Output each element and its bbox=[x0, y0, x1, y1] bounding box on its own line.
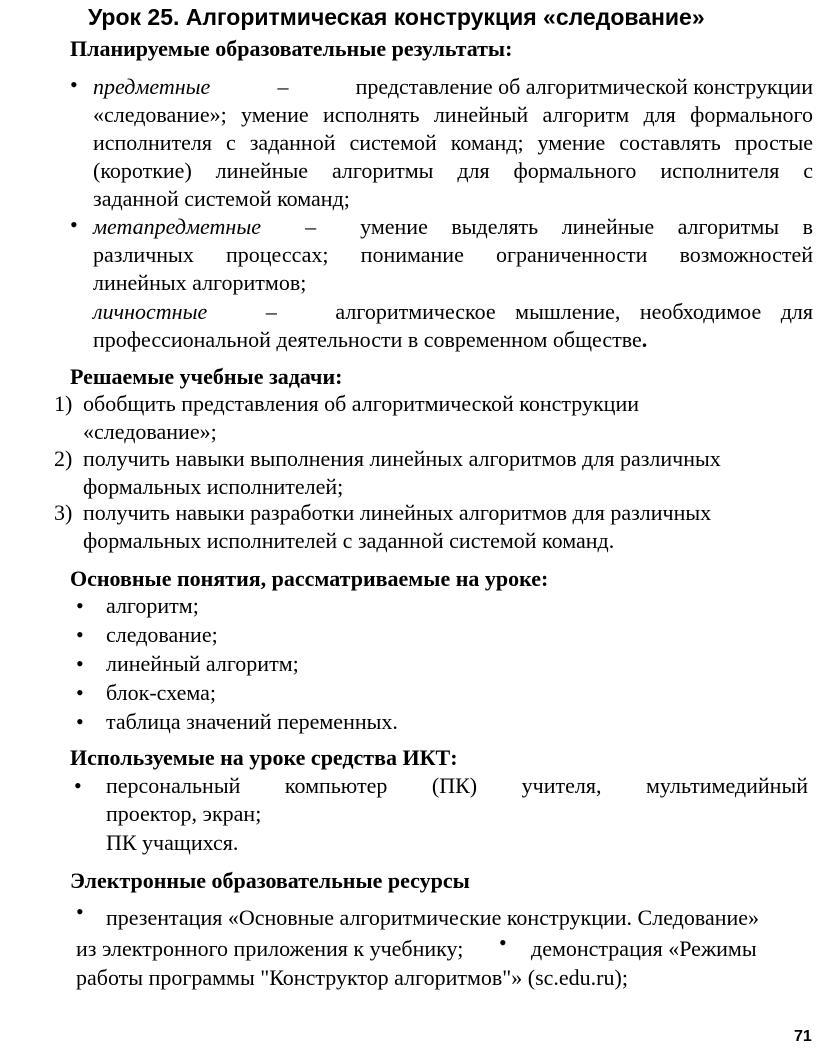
personal-text-2: профессиональной деятельности в современном обществе bbox=[93, 327, 642, 352]
bullet-icon: • bbox=[76, 709, 84, 734]
bullet-icon: • bbox=[499, 930, 507, 955]
subject-text-3: исполнителя с заданной системой команд; умение составлять простые bbox=[93, 130, 813, 155]
meta-line-1 bbox=[93, 214, 813, 240]
bullet-icon: • bbox=[76, 622, 84, 647]
task-number: 2) bbox=[54, 446, 73, 471]
task-text-cont: формальных исполнителей; bbox=[83, 474, 344, 499]
subject-text-4: (короткие) линейные алгоритмы для формального исполнителя с bbox=[93, 158, 813, 183]
meta-text-2: различных процессах; понимание ограниченности возможностей bbox=[93, 242, 813, 267]
resources-heading: Электронные образовательные ресурсы bbox=[70, 868, 470, 893]
concept-item: линейный алгоритм; bbox=[106, 651, 299, 676]
resource-text-3: работы программы "Конструктор алгоритмов"» (sc.edu.ru); bbox=[76, 965, 628, 990]
lesson-title: Урок 25. Алгоритмическая конструкция «следование» bbox=[88, 4, 705, 30]
concept-item: следование; bbox=[106, 622, 218, 647]
ict-heading: Используемые на уроке средства ИКТ: bbox=[70, 745, 458, 770]
meta-text-3: линейных алгоритмов; bbox=[93, 270, 307, 295]
personal-dash: – bbox=[265, 299, 277, 324]
subject-text-5: заданной системой команд; bbox=[93, 186, 350, 211]
bullet-icon: • bbox=[70, 72, 78, 97]
personal-text-1: алгоритмическое мышление, необходимое для bbox=[335, 299, 813, 324]
subject-text-2: «следование»; умение исполнять линейный алгоритм для формального bbox=[93, 102, 813, 127]
meta-dash: – bbox=[305, 214, 317, 239]
bullet-icon: • bbox=[70, 212, 78, 237]
meta-term: метапредметные bbox=[93, 214, 261, 239]
ict-text-1: персональный компьютер (ПК) учителя, мультимедийный bbox=[106, 773, 808, 798]
personal-term: личностные bbox=[93, 299, 208, 324]
ict-text-3: ПК учащихся. bbox=[106, 830, 239, 855]
ict-text-2: проектор, экран; bbox=[106, 801, 262, 826]
results-heading: Планируемые образовательные результаты: bbox=[70, 36, 513, 61]
bullet-icon: • bbox=[76, 680, 84, 705]
personal-line-2 bbox=[93, 327, 647, 353]
task-number: 1) bbox=[54, 391, 73, 416]
subject-dash: – bbox=[277, 74, 289, 99]
resource-text-1: презентация «Основные алгоритмические конструкции. Следование» bbox=[106, 905, 760, 930]
concept-item: алгоритм; bbox=[106, 593, 199, 618]
task-text: получить навыки выполнения линейных алгоритмов для различных bbox=[83, 446, 721, 471]
resource-text-2b: демонстрация «Режимы bbox=[531, 936, 757, 961]
task-text-cont: формальных исполнителей с заданной системой команд. bbox=[83, 528, 615, 553]
personal-line-1 bbox=[93, 299, 813, 325]
subject-text-1: представление об алгоритмической конструкции bbox=[355, 74, 813, 99]
concepts-heading: Основные понятия, рассматриваемые на уроке: bbox=[70, 566, 549, 591]
personal-end: . bbox=[641, 327, 648, 352]
meta-text-1: умение выделять линейные алгоритмы в bbox=[360, 214, 813, 239]
task-text-cont: «следование»; bbox=[83, 419, 217, 444]
task-text: обобщить представления об алгоритмической конструкции bbox=[83, 391, 639, 416]
bullet-icon: • bbox=[76, 651, 84, 676]
tasks-heading: Решаемые учебные задачи: bbox=[70, 364, 343, 389]
task-text: получить навыки разработки линейных алгоритмов для различных bbox=[83, 500, 712, 525]
concept-item: таблица значений переменных. bbox=[106, 709, 398, 734]
subject-line-1 bbox=[93, 74, 813, 100]
resource-text-2a: из электронного приложения к учебнику; bbox=[76, 936, 464, 961]
concept-item: блок-схема; bbox=[106, 680, 216, 705]
page-number: 71 bbox=[794, 1028, 812, 1045]
bullet-icon: • bbox=[76, 899, 84, 924]
subject-term: предметные bbox=[93, 74, 211, 99]
bullet-icon: • bbox=[76, 593, 84, 618]
bullet-icon: • bbox=[74, 773, 82, 798]
task-number: 3) bbox=[54, 500, 73, 525]
